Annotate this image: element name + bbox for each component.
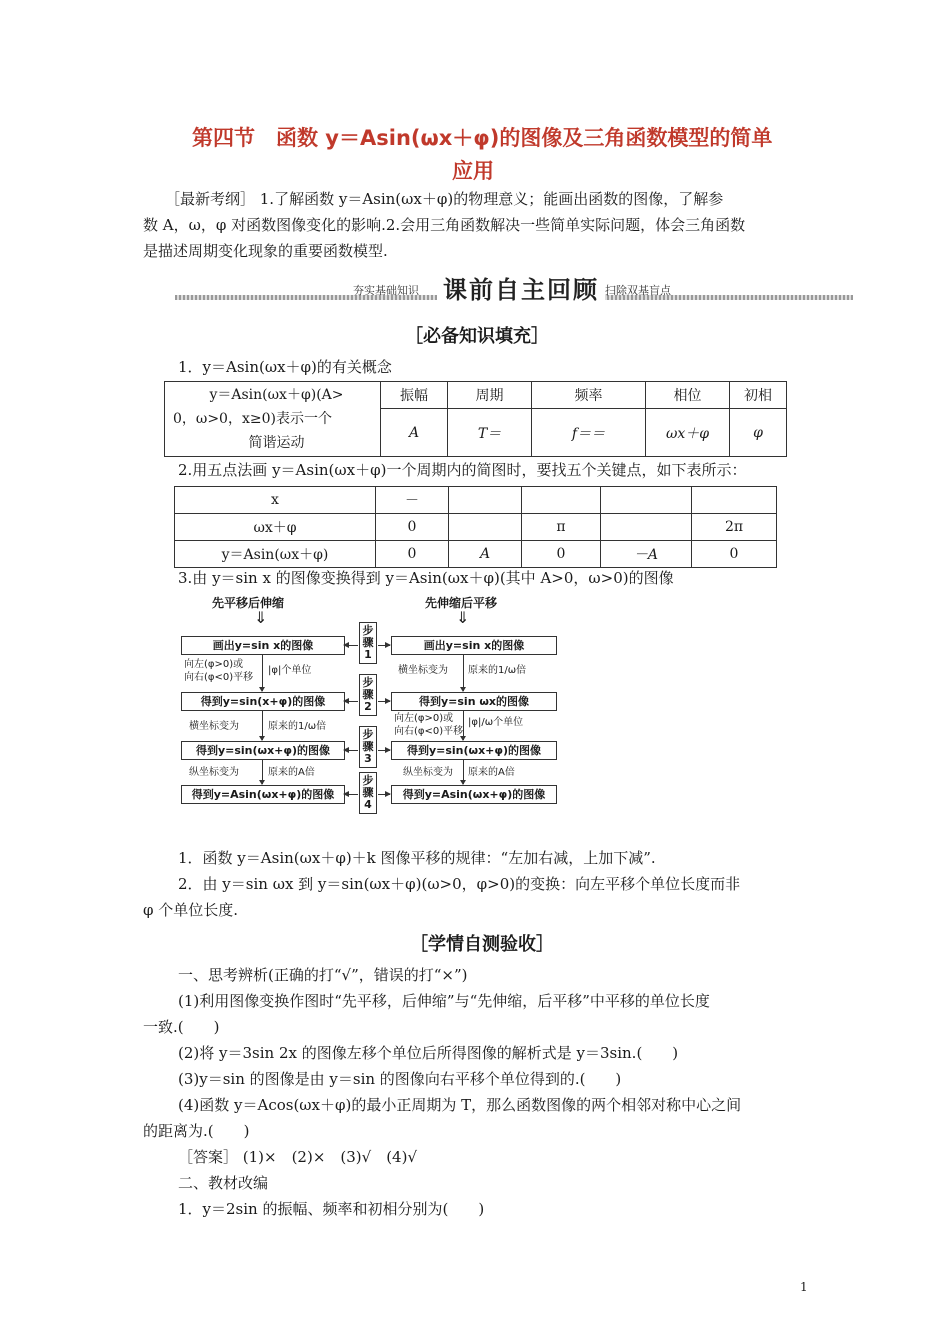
- arrow-left-icon: [343, 791, 349, 797]
- down-arrow-icon: ⇓: [456, 608, 470, 627]
- flow-label: 横坐标变为: [189, 721, 239, 732]
- arrow-right-icon: [385, 698, 391, 704]
- flow-label: 横坐标变为: [398, 665, 448, 676]
- concept-desc-line: 简谐运动: [248, 435, 305, 451]
- table-header-cell: 相位: [646, 382, 730, 409]
- table-cell: π: [522, 514, 601, 541]
- step-3-label: 步 骤 3: [359, 726, 377, 768]
- flow-left-title: 先平移后伸缩: [212, 596, 285, 610]
- flow-label: |φ|/ω个单位: [468, 717, 524, 728]
- section-heading-selftest: ［学情自测验收］: [410, 934, 554, 955]
- table-cell: A: [449, 541, 522, 568]
- step-2-label: 步 骤 2: [359, 674, 377, 716]
- step-4-label: 步 骤 4: [359, 772, 377, 814]
- flow-label: 原来的A倍: [468, 767, 515, 778]
- flow-label: 向左(φ>0)或: [184, 659, 244, 670]
- quiz-part2: 二、教材改编: [178, 1174, 269, 1192]
- flow-left-box-3: 得到y=sin(ωx+φ)的图像: [181, 741, 345, 760]
- flow-label: 向右(φ<0)平移: [394, 726, 464, 737]
- flow-right-title: 先伸缩后平移: [425, 596, 498, 610]
- flow-label: 原来的A倍: [268, 767, 315, 778]
- quiz-q1: (1)利用图像变换作图时“先平移，后伸缩”与“先伸缩，后平移”中平移的单位长度: [178, 992, 710, 1010]
- table-cell: ωx＋φ: [646, 409, 730, 457]
- step-1-label: 步 骤 1: [359, 622, 377, 664]
- table-cell: [449, 514, 522, 541]
- table-cell: [449, 487, 522, 514]
- table-cell: x: [175, 487, 376, 514]
- page-title: 第四节 函数 y＝Asin(ωx＋φ)的图像及三角函数模型的简单: [192, 126, 773, 150]
- arrow-down-icon: [259, 736, 265, 741]
- flow-left-box-4: 得到y=Asin(ωx+φ)的图像: [181, 785, 345, 804]
- flow-label: 原来的1/ω倍: [468, 665, 527, 676]
- note-2: 2．由 y＝sin ωx 到 y＝sin(ωx＋φ)(ω>0，φ>0)的变换：向左平移个单位长度而非: [178, 875, 741, 893]
- arrow-down-icon: [460, 780, 466, 785]
- table-header-cell: 振幅: [381, 382, 448, 409]
- table-cell: φ: [730, 409, 787, 457]
- arrow-left-icon: [343, 642, 349, 648]
- flow-label: 向左(φ>0)或: [394, 713, 454, 724]
- table-cell: 0: [376, 514, 449, 541]
- arrow-down-icon: [259, 687, 265, 692]
- table-cell: [601, 514, 692, 541]
- note-2-cont: φ 个单位长度.: [143, 901, 239, 919]
- banner-main-text: 课前自主回顾: [437, 270, 605, 305]
- concept-desc-line: 0，ω>0，x≥0)表示一个: [173, 411, 332, 427]
- arrow-down-icon: [460, 687, 466, 692]
- quiz-part2-q1: 1．y＝2sin 的振幅、频率和初相分别为( ): [178, 1200, 485, 1218]
- intro-line: ［最新考纲］ 1.了解函数 y＝Asin(ωx＋φ)的物理意义；能画出函数的图像，了解参: [165, 190, 724, 208]
- section-banner: [175, 272, 853, 302]
- arrow-left-icon: [343, 698, 349, 704]
- table-cell: [522, 487, 601, 514]
- table-header-cell: 频率: [532, 382, 646, 409]
- flow-right-box-3: 得到y=sin(ωx+φ)的图像: [391, 741, 557, 760]
- quiz-intro: 一、思考辨析(正确的打“√”，错误的打“×”): [178, 966, 468, 984]
- arrow-left-icon: [343, 747, 349, 753]
- note-1: 1．函数 y＝Asin(ωx＋φ)＋k 图像平移的规律：“左加右减，上加下减”.: [178, 849, 656, 867]
- table-cell: y＝Asin(ωx＋φ): [175, 541, 376, 568]
- table-cell: 0: [692, 541, 777, 568]
- intro-line: 是描述周期变化现象的重要函数模型.: [143, 242, 388, 260]
- flow-label: 纵坐标变为: [189, 767, 239, 778]
- flow-left-box-2: 得到y=sin(x+φ)的图像: [181, 692, 345, 711]
- table-header-cell: 初相: [730, 382, 787, 409]
- intro-line: 数 A，ω，φ 对函数图像变化的影响.2.会用三角函数解决一些简单实际问题，体会三角函数: [143, 216, 746, 234]
- table-cell: 2π: [692, 514, 777, 541]
- five-point-table: [174, 486, 777, 568]
- page-title-line2: 应用: [452, 159, 494, 183]
- flow-label: 向右(φ<0)平移: [184, 672, 254, 683]
- item-1-text: 1．y＝Asin(ωx＋φ)的有关概念: [178, 358, 392, 376]
- quiz-q1-cont: 一致.( ): [143, 1018, 220, 1036]
- concept-desc-cell: [165, 382, 381, 457]
- table-header-cell: 周期: [448, 382, 532, 409]
- arrow-right-icon: [385, 642, 391, 648]
- banner-left-text: 夯实基础知识: [353, 284, 419, 297]
- quiz-q4: (4)函数 y＝Acos(ωx＋φ)的最小正周期为 T，那么函数图像的两个相邻对称中心之间: [178, 1096, 742, 1114]
- arrow-right-icon: [385, 747, 391, 753]
- table-cell: T＝: [448, 409, 532, 457]
- arrow-down-icon: [259, 780, 265, 785]
- flow-right-box-4: 得到y=Asin(ωx+φ)的图像: [391, 785, 557, 804]
- quiz-q2: (2)将 y＝3sin 2x 的图像左移个单位后所得图像的解析式是 y＝3sin.( ): [178, 1044, 679, 1062]
- item-2-text: 2.用五点法画 y＝Asin(ωx＋φ)一个周期内的简图时，要找五个关键点，如下表所示：: [178, 461, 747, 479]
- quiz-q4-cont: 的距离为.( ): [143, 1122, 250, 1140]
- table-cell: －: [376, 487, 449, 514]
- quiz-q3: (3)y＝sin 的图像是由 y＝sin 的图像向右平移个单位得到的.( ): [178, 1070, 622, 1088]
- table-cell: f＝＝: [532, 409, 646, 457]
- quiz-answer: ［答案］ (1)× (2)× (3)√ (4)√: [178, 1148, 418, 1166]
- connector: [262, 655, 263, 691]
- table-cell: 0: [522, 541, 601, 568]
- flow-label: 原来的1/ω倍: [268, 721, 327, 732]
- table-cell: [601, 487, 692, 514]
- section-heading-knowledge: ［必备知识填充］: [405, 326, 549, 347]
- page-number: 1: [800, 1280, 808, 1294]
- table-cell: ωx＋φ: [175, 514, 376, 541]
- table-cell: [692, 487, 777, 514]
- table-cell: 0: [376, 541, 449, 568]
- table-cell: －A: [601, 541, 692, 568]
- concept-desc-line: y＝Asin(ωx＋φ)(A>: [209, 387, 344, 403]
- flow-left-box-1: 画出y=sin x的图像: [181, 636, 345, 655]
- down-arrow-icon: ⇓: [254, 608, 268, 627]
- connector: [463, 655, 464, 691]
- flow-label: 纵坐标变为: [403, 767, 453, 778]
- item-3-text: 3.由 y＝sin x 的图像变换得到 y＝Asin(ωx＋φ)(其中 A>0，ω>0)的图像: [178, 569, 674, 587]
- banner-right-text: 扫除双基盲点: [605, 284, 671, 297]
- flow-right-box-1: 画出y=sin x的图像: [391, 636, 557, 655]
- arrow-right-icon: [385, 791, 391, 797]
- concept-table: [164, 381, 787, 457]
- flow-label: |φ|个单位: [268, 665, 312, 676]
- flow-right-box-2: 得到y=sin ωx的图像: [391, 692, 557, 711]
- table-cell: A: [381, 409, 448, 457]
